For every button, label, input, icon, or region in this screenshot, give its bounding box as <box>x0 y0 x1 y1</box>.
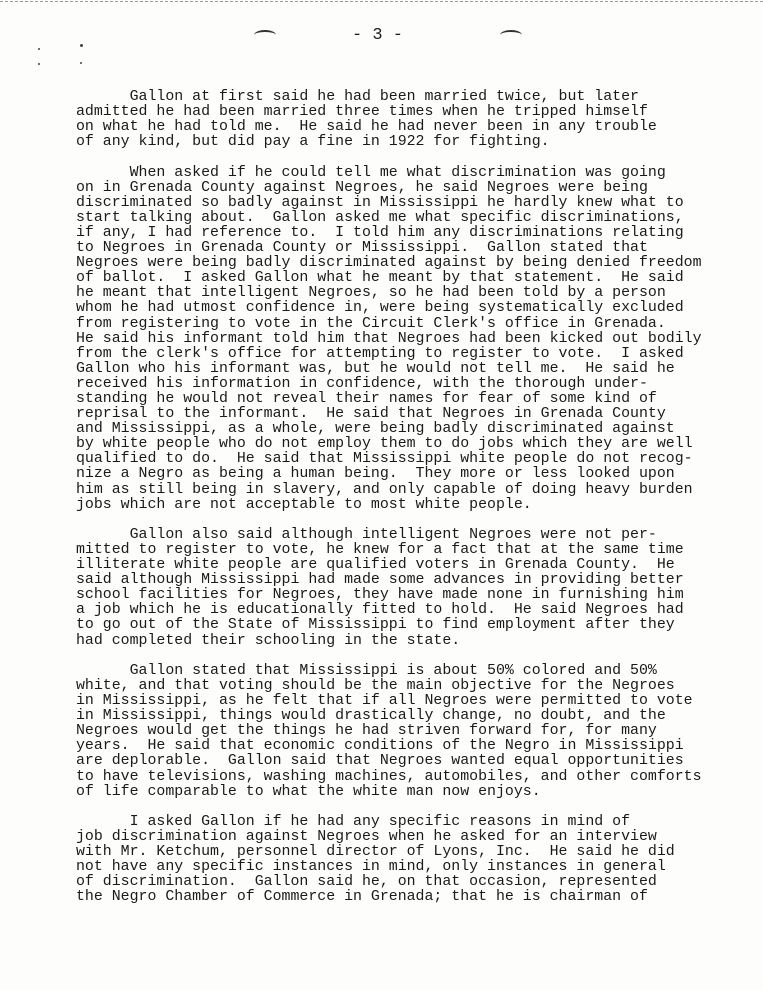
text-line: Negroes would get the things he had striven forward for, for many <box>76 723 657 740</box>
text-line: in Mississippi, things would drastically change, no doubt, and the <box>76 708 666 725</box>
text-line: received his information in confidence, with the thorough under- <box>76 375 648 392</box>
paragraph <box>76 528 756 649</box>
text-line: start talking about. Gallon asked me what specific discriminations, <box>76 209 684 226</box>
text-line: if any, I had reference to. I told him any discriminations relating <box>76 224 684 241</box>
text-line: whom he had utmost confidence in, were being systematically excluded <box>76 300 684 317</box>
text-line: standing he would not reveal their names for fear of some kind of <box>76 390 657 407</box>
text-line: of discrimination. Gallon said he, on that occasion, represented <box>76 874 657 891</box>
text-line: from the clerk's office for attempting to register to vote. I asked <box>76 345 684 362</box>
text-line: When asked if he could tell me what discrimination was going <box>76 164 666 181</box>
text-line: a job which he is educationally fitted to hold. He said Negroes had <box>76 602 684 619</box>
page-top-edge <box>0 1 763 2</box>
text-line: jobs which are not acceptable to most white people. <box>76 496 532 513</box>
text-line: to Negroes in Grenada County or Mississippi. Gallon stated that <box>76 240 648 257</box>
binding-mark-right <box>500 30 522 40</box>
text-line: school facilities for Negroes, they have made none in furnishing him <box>76 587 684 604</box>
text-line: he meant that intelligent Negroes, so he had been told by a person <box>76 285 666 302</box>
text-line: Negroes were being badly discriminated against by being denied freedom <box>76 255 702 272</box>
paragraph <box>76 815 756 906</box>
text-line: qualified to do. He said that Mississippi white people do not recog- <box>76 451 693 468</box>
text-line: He said his informant told him that Negroes had been kicked out bodily <box>76 330 702 347</box>
text-line: had completed their schooling in the state. <box>76 632 461 649</box>
paragraph <box>76 664 756 800</box>
margin-speck <box>80 62 82 64</box>
margin-speck <box>38 48 40 50</box>
paragraph <box>76 90 756 150</box>
text-line: and Mississippi, as a whole, were being badly discriminated against <box>76 421 675 438</box>
text-line: discriminated so badly against in Mississippi he hardly knew what to <box>76 194 684 211</box>
text-line: are deplorable. Gallon said that Negroes wanted equal opportunities <box>76 753 684 770</box>
text-line: reprisal to the informant. He said that Negroes in Grenada County <box>76 406 666 423</box>
text-line: Gallon who his informant was, but he would not tell me. He said he <box>76 360 675 377</box>
text-line: nize a Negro as being a human being. They more or less looked upon <box>76 466 675 483</box>
text-line: not have any specific instances in mind, only instances in general <box>76 859 666 876</box>
text-line: said although Mississippi had made some advances in providing better <box>76 572 684 589</box>
text-line: Gallon also said although intelligent Negroes were not per- <box>76 526 657 543</box>
binding-mark-left <box>254 30 276 40</box>
text-line: on in Grenada County against Negroes, he said Negroes were being <box>76 179 648 196</box>
text-line: the Negro Chamber of Commerce in Grenada; that he is chairman of <box>76 889 648 906</box>
text-line: Gallon at first said he had been married twice, but later <box>76 89 639 105</box>
text-line: illiterate white people are qualified voters in Grenada County. He <box>76 557 675 574</box>
text-line: on what he had told me. He said he had never been in any trouble <box>76 119 657 136</box>
text-line: to go out of the State of Mississippi to find employment after they <box>76 617 675 634</box>
text-line: to have televisions, washing machines, automobiles, and other comforts <box>76 768 702 785</box>
text-line: from registering to vote in the Circuit Clerk's office in Grenada. <box>76 315 666 332</box>
text-line: job discrimination against Negroes when he asked for an interview <box>76 828 657 845</box>
text-line: admitted he had been married three times when he tripped himself <box>76 104 648 121</box>
page-number: - 3 - <box>352 26 404 45</box>
margin-speck <box>38 63 40 65</box>
text-line: with Mr. Ketchum, personnel director of Lyons, Inc. He said he did <box>76 844 675 861</box>
text-line: him as still being in slavery, and only capable of doing heavy burden <box>76 481 693 498</box>
text-line: I asked Gallon if he had any specific reasons in mind of <box>76 813 631 830</box>
text-line: years. He said that economic conditions of the Negro in Mississippi <box>76 738 684 755</box>
text-line: by white people who do not employ them to do jobs which they are well <box>76 436 693 453</box>
margin-speck <box>80 44 83 47</box>
text-line: white, and that voting should be the main objective for the Negroes <box>76 677 675 694</box>
paragraph <box>76 166 756 513</box>
text-line: of life comparable to what the white man now enjoys. <box>76 783 541 800</box>
text-line: of ballot. I asked Gallon what he meant by that statement. He said <box>76 270 684 287</box>
text-line: in Mississippi, as he felt that if all Negroes were permitted to vote <box>76 693 693 710</box>
text-line: mitted to register to vote, he knew for a fact that at the same time <box>76 542 684 558</box>
text-line: of any kind, but did pay a fine in 1922 for fighting. <box>76 134 550 151</box>
document-body <box>76 90 756 921</box>
text-line: Gallon stated that Mississippi is about 50% colored and 50% <box>76 662 657 679</box>
